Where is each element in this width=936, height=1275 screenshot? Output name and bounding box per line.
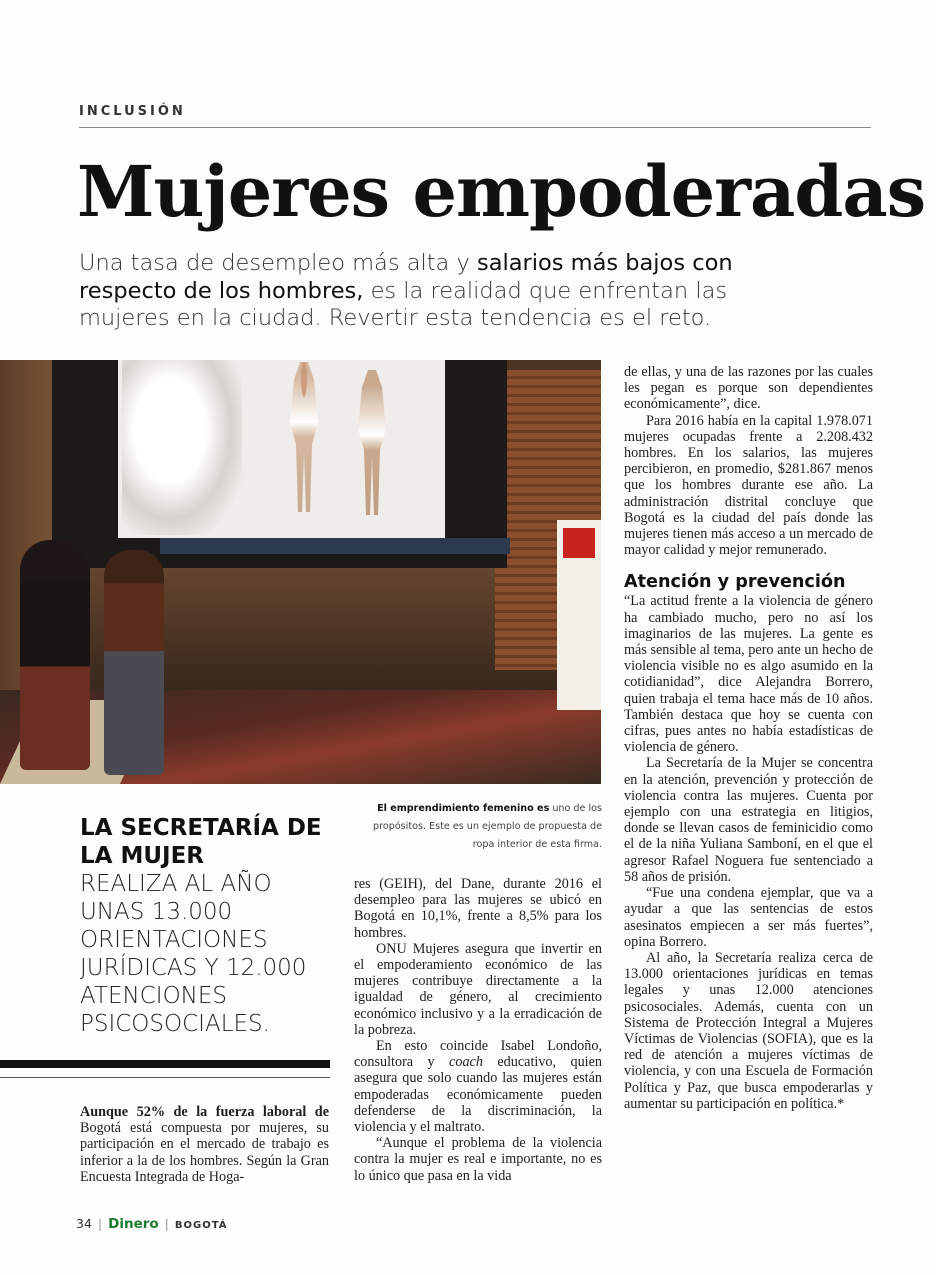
section-label: INCLUSIÓN: [79, 104, 186, 119]
photo-caption: [370, 800, 602, 854]
footer-separator: |: [97, 1216, 103, 1231]
header-rule: [79, 127, 871, 128]
body-paragraph: res (GEIH), del Dane, durante 2016 el desempleo para las mujeres se ubicó en Bogotá en 10,1%, frente a 8,5% para los hombres.: [354, 876, 602, 941]
article-photo: [0, 360, 601, 784]
article-deck: [79, 250, 779, 333]
body-column-1: [80, 1104, 329, 1185]
body-text: educativo, quien asegura que solo cuando las mujeres están empoderadas económicamente pueden defenderse de la discriminación, la violencia y el maltrato.: [354, 1054, 602, 1136]
subheading: Atención y prevención: [624, 572, 846, 593]
lead-in: Aunque 52% de la fuerza laboral de: [80, 1104, 329, 1120]
body-paragraph: de ellas, y una de las razones por las cuales les pegan es porque son dependientes económicamente”, dice.: [624, 364, 873, 413]
deck-text-start: Una tasa de desempleo más alta y: [79, 250, 477, 276]
photo-speaker: [20, 540, 90, 770]
page-number: 34: [76, 1216, 92, 1231]
body-column-2: [354, 876, 602, 1184]
projection-screen: [52, 360, 507, 568]
body-paragraph: ONU Mujeres asegura que invertir en el empoderamiento económico de las mujeres contribuye directamente a la igualdad de género, al crecimiento económico inclusivo y a la erradicación de la pobreza.: [354, 940, 602, 1038]
footer-section: BOGOTÁ: [174, 1220, 228, 1231]
pull-quote-text: REALIZA AL AÑO UNAS 13.000 ORIENTACIONES JURÍDICAS Y 12.000 ATENCIONES PSICOSOCIALES.: [80, 871, 307, 1037]
body-paragraph: La Secretaría de la Mujer se concentra en la atención, prevención y protección de violencia contra las mujeres. Cuenta por ejemplo con una estrategia en litigios, donde se llevan casos de feminicidio como el de la niña Yuliana Samboní, en el que el agresor Rafael Noguera fue sentenciado a 58 años de prisión.: [624, 755, 873, 885]
photo-presenter: [104, 550, 164, 775]
deck-text-end: es la realidad que enfrentan las mujeres en la ciudad. Revertir esta tendencia es el reto.: [79, 277, 728, 331]
slide-garment-image: [122, 360, 242, 535]
article-title: Mujeres empoderadas: [77, 150, 926, 233]
body-paragraph: “La actitud frente a la violencia de género ha cambiado mucho, pero no así los imaginarios de las mujeres. La gente es más sensible al tema, pero ante un hecho de violencia visible no es algo asumido en la cotidianidad”, dice Alejandra Borrero, quien trabaja el tema hace más de 10 años. También destaca que hoy se cuenta con cifras, pues antes no había estadísticas de violencia de género.: [624, 593, 873, 756]
caption-text: uno de los propósitos. Este es un ejemplo de propuesta de ropa interior de esta firma.: [373, 803, 602, 850]
body-paragraph: “Fue una condena ejemplar, que va a ayudar a que las sentencias de estos asesinatos empiecen a ser más fuertes”, opina Borrero.: [624, 885, 873, 950]
body-paragraph: “Aunque el problema de la violencia contra la mujer es real e importante, no es lo único que pasa en la vida: [354, 1135, 602, 1184]
photo-banner-logo: [563, 528, 595, 558]
deck-bold: salarios más bajos con respecto de los hombres,: [79, 250, 733, 304]
magazine-brand: Dinero: [108, 1216, 159, 1232]
body-paragraph: [80, 1104, 329, 1185]
body-text: En esto coincide Isabel Londoño, consultora y: [354, 1038, 602, 1071]
pull-quote-bold: LA SECRETARÍA DE LA MUJER: [80, 815, 322, 869]
pull-quote: [80, 814, 340, 1038]
footer-separator: |: [164, 1216, 169, 1231]
caption-bold: El emprendimiento femenino es: [377, 803, 550, 814]
body-paragraph: Al año, la Secretaría realiza cerca de 13.000 orientaciones jurídicas en temas legales y unas 12.000 atenciones psicosociales. Además, cuenta con un Sistema de Protección Integral a Mujeres Víctimas de Violencias (SOFIA), que es la red de atención a mujeres víctimas de violencia, y con una Escuela de Formación Política y Paz, que busca empoderarlas y aumentar su participación en política.*: [624, 949, 873, 1112]
page-footer: [76, 1216, 228, 1232]
body-italic: coach: [449, 1054, 483, 1071]
body-column-3: [624, 364, 873, 1112]
pull-quote-rule-thick: [0, 1060, 330, 1068]
pull-quote-rule-thin: [0, 1077, 330, 1078]
slide-taskbar: [160, 538, 510, 554]
body-paragraph: [354, 1038, 602, 1135]
body-paragraph: Para 2016 había en la capital 1.978.071 mujeres ocupadas frente a 2.208.432 hombres. En los salarios, las mujeres percibieron, en promedio, $281.867 menos que los hombres durante ese año. La administración distrital concluye que Bogotá es la ciudad del país donde las mujeres tienen más acceso a un mercado de mayor calidad y mejor remunerado.: [624, 412, 873, 559]
body-text: Bogotá está compuesta por mujeres, su participación en el mercado de trabajo es inferior a la de los hombres. Según la Gran Encuesta Integrada de Hoga-: [80, 1120, 329, 1185]
